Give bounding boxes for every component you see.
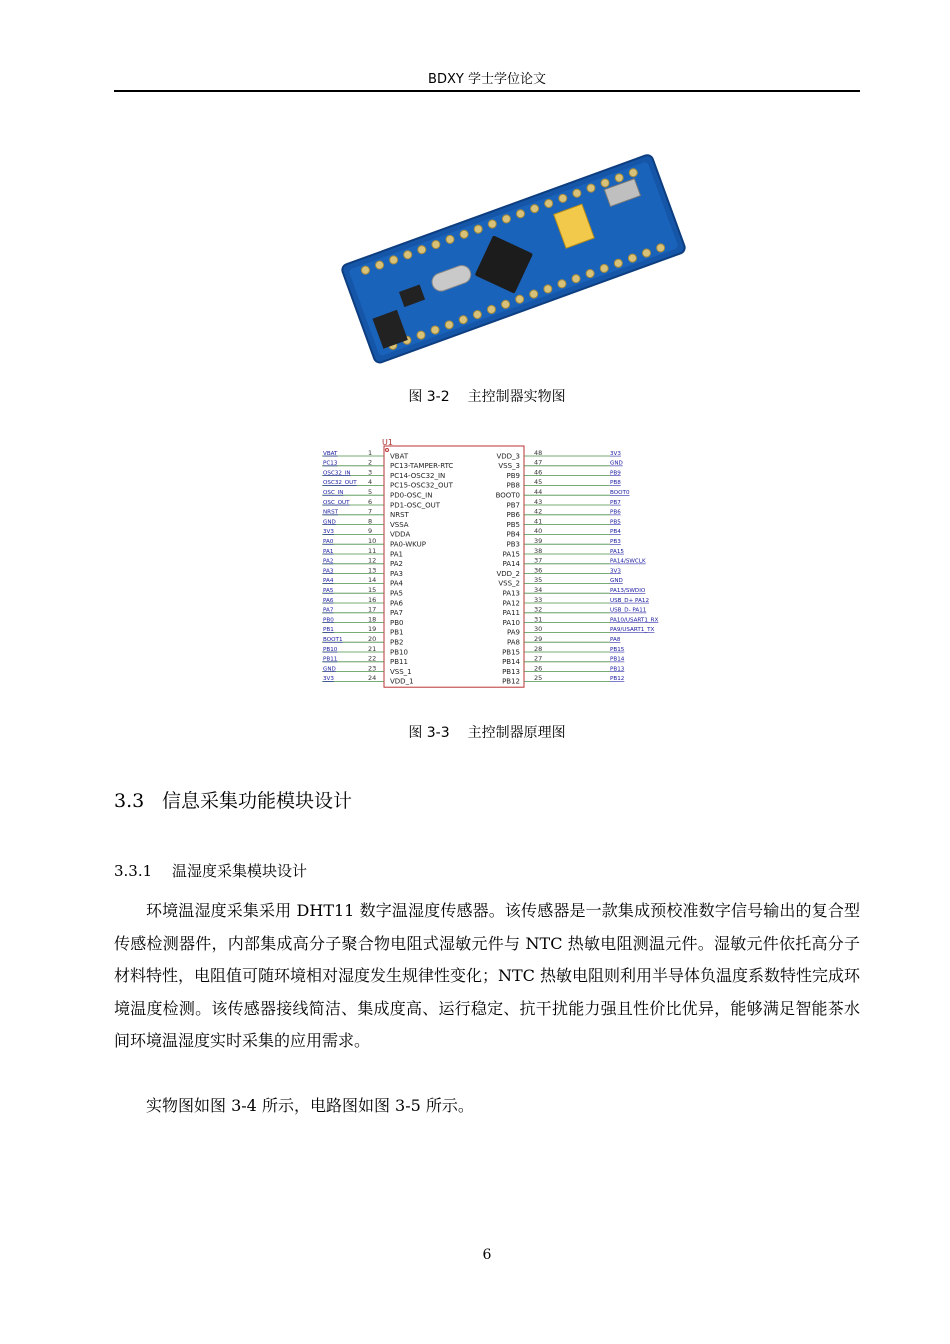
right-pin-number: 30 [534, 625, 543, 634]
left-net-label: OSC_OUT [323, 499, 350, 506]
right-pin-name: PB3 [506, 540, 520, 549]
right-net-label: PA14/SWCLK [610, 558, 646, 565]
left-net-label: OSC_IN [323, 490, 344, 496]
left-pin-name: PB11 [390, 658, 408, 667]
left-pin-name: PA2 [390, 560, 404, 569]
right-pin-name: VDD_2 [496, 569, 520, 578]
left-pin-number: 10 [368, 537, 377, 545]
left-pin-name: PB10 [390, 648, 408, 657]
left-net-label: 3V3 [323, 529, 334, 536]
right-net-label: PA10/USART1_RX [610, 617, 659, 624]
right-pin-name: PB8 [506, 481, 520, 490]
right-net-label: PB14 [610, 656, 625, 663]
right-pin-name: VSS_2 [498, 579, 520, 588]
left-pin-name: VSS_1 [390, 667, 412, 676]
left-pin-number: 22 [368, 654, 377, 663]
left-pin-number: 21 [368, 644, 377, 653]
right-pin-name: PA15 [502, 550, 520, 559]
right-pin-number: 37 [534, 556, 543, 565]
left-pin-number: 14 [368, 576, 377, 585]
right-pin-name: PB14 [502, 658, 520, 667]
left-pin-name: PD1-OSC_OUT [390, 501, 441, 510]
section-heading [114, 786, 352, 813]
left-pin-name: PA6 [390, 599, 404, 608]
right-pin-number: 45 [534, 478, 543, 487]
left-net-label: VBAT [323, 450, 338, 457]
left-net-label: PA2 [323, 558, 334, 565]
right-pin-name: PA13 [502, 589, 520, 598]
left-pin-name: PA5 [390, 589, 404, 598]
right-pin-number: 32 [534, 605, 543, 614]
right-pin-number: 29 [534, 635, 543, 643]
left-net-label: PA6 [323, 597, 334, 604]
right-net-label: 3V3 [610, 450, 621, 457]
left-pin-number: 16 [368, 595, 377, 604]
left-net-label: PB1 [323, 627, 334, 634]
right-pin-name: PB7 [506, 501, 520, 510]
right-net-label: USB_D+ PA12 [610, 597, 650, 604]
right-net-label: BOOT0 [610, 490, 630, 496]
right-net-label: USB_D- PA11 [610, 607, 647, 614]
left-pin-number: 4 [368, 478, 373, 487]
left-pin-number: 8 [368, 517, 373, 526]
left-pin-name: PA3 [390, 569, 404, 578]
right-pin-number: 39 [534, 537, 543, 545]
left-pin-number: 13 [368, 566, 377, 575]
right-pin-number: 43 [534, 497, 543, 506]
right-net-label: PB8 [610, 480, 621, 487]
left-pin-name: PC13-TAMPER-RTC [390, 462, 454, 471]
section-number: 3.3 [114, 790, 145, 812]
right-net-label: PA8 [610, 637, 621, 643]
left-net-label: PB11 [323, 656, 338, 663]
controller-board-photo [330, 148, 690, 368]
left-pin-number: 11 [368, 546, 377, 555]
right-pin-name: PA11 [502, 609, 520, 618]
right-pin-number: 38 [534, 546, 543, 555]
left-net-label: PA3 [323, 568, 334, 575]
left-pin-number: 18 [368, 615, 377, 624]
right-pin-number: 34 [534, 586, 543, 594]
left-net-label: PA7 [323, 607, 334, 614]
left-pin-name: PC14-OSC32_IN [390, 471, 446, 480]
left-pin-name: PB2 [390, 638, 404, 647]
left-pin-name: VDD_1 [390, 677, 414, 686]
left-net-label: PA0 [323, 539, 334, 545]
right-net-label: PB5 [610, 519, 621, 526]
right-pin-number: 40 [534, 527, 543, 536]
right-pin-number: 27 [534, 654, 543, 663]
left-pin-name: NRST [390, 511, 409, 520]
left-net-label: PA5 [323, 588, 334, 594]
caption-text: 主控制器实物图 [467, 389, 566, 405]
right-pin-number: 31 [534, 615, 543, 624]
left-net-label: PC13 [323, 460, 338, 467]
left-pin-number: 12 [368, 556, 377, 565]
section-title: 信息采集功能模块设计 [162, 790, 353, 812]
right-pin-number: 26 [534, 664, 543, 673]
left-pin-number: 1 [368, 448, 373, 457]
left-pin-name: PA7 [390, 609, 404, 618]
body-paragraph: 实物图如图 3-4 所示，电路图如图 3-5 所示。 [146, 1096, 474, 1115]
right-pin-name: VDD_3 [496, 452, 520, 461]
left-net-label: OSC32_IN [323, 470, 351, 477]
left-pin-number: 15 [368, 586, 377, 594]
right-net-label: PB6 [610, 509, 621, 516]
right-net-label: GND [610, 578, 623, 585]
right-net-label: PB4 [610, 529, 621, 536]
right-pin-number: 36 [534, 566, 543, 575]
body-paragraph: 环境温湿度采集采用 DHT11 数字温湿度传感器。该传感器是一款集成预校准数字信号输出的复合型传感检测器件，内部集成高分子聚合物电阻式湿敏元件与 NTC 热敏电阻测温元件。湿敏元件依托高分子材料特性，电阻值可随环境相对湿度发生规律性变化；NTC 热敏电阻则利用半导体负温度系数特性完成环境温度检测。该传感器接线简洁、集成度高、运行稳定、抗干扰能力强且性价比优异，能够满足智能茶水间环境温湿度实时采集的应用需求。 [114, 901, 861, 1050]
right-pin-number: 35 [534, 576, 543, 585]
controller-schematic [318, 436, 674, 690]
right-pin-name: PA14 [502, 560, 520, 569]
left-net-label: GND [323, 519, 336, 526]
right-net-label: PB7 [610, 499, 621, 506]
right-net-label: PB12 [610, 676, 625, 683]
left-net-label: GND [323, 666, 336, 673]
right-pin-name: PA10 [502, 618, 520, 627]
right-pin-name: PA9 [506, 628, 520, 637]
left-pin-number: 19 [368, 625, 377, 634]
left-pin-name: PB1 [390, 628, 404, 637]
right-pin-name: PB13 [502, 667, 520, 676]
right-pin-name: VSS_3 [498, 462, 520, 471]
right-pin-number: 25 [534, 674, 543, 683]
right-pin-number: 47 [534, 458, 543, 467]
left-pin-number: 6 [368, 497, 373, 506]
right-net-label: GND [610, 460, 623, 467]
left-pin-name: PD0-OSC_IN [390, 491, 433, 500]
subsection-heading [114, 860, 307, 881]
right-net-label: PB15 [610, 646, 625, 653]
left-net-label: PA4 [323, 578, 334, 585]
right-net-label: PB9 [610, 470, 621, 477]
right-pin-name: PB9 [506, 471, 520, 480]
figure-3-3-caption [114, 722, 860, 742]
header-rule [114, 90, 860, 92]
right-net-label: PA13/SWDIO [610, 588, 646, 594]
right-pin-number: 46 [534, 468, 543, 477]
left-pin-number: 2 [368, 458, 373, 467]
chip-designator: U1 [382, 438, 393, 447]
right-pin-name: PA12 [502, 599, 520, 608]
caption-number: 图 3-3 [408, 725, 450, 741]
running-header: BDXY 学士学位论文 [428, 72, 546, 87]
right-net-label: 3V3 [610, 568, 621, 575]
caption-text: 主控制器原理图 [467, 725, 566, 741]
figure-3-2-caption [114, 386, 860, 406]
right-net-label: PB13 [610, 666, 625, 673]
right-pin-name: BOOT0 [495, 491, 520, 500]
left-pin-name: VBAT [390, 452, 409, 461]
right-net-label: PA9/USART1_TX [610, 627, 655, 634]
right-pin-number: 48 [534, 448, 543, 457]
right-net-label: PA15 [610, 548, 624, 555]
left-pin-number: 3 [368, 468, 373, 477]
right-pin-number: 44 [534, 488, 543, 496]
left-pin-name: PA0-WKUP [390, 540, 426, 549]
subsection-number: 3.3.1 [114, 862, 153, 880]
left-pin-name: VDDA [390, 530, 411, 539]
left-net-label: 3V3 [323, 676, 334, 683]
right-pin-name: PB4 [506, 530, 520, 539]
left-pin-name: PB0 [390, 618, 404, 627]
pin1-marker [386, 449, 389, 452]
right-net-label: PB3 [610, 539, 621, 545]
right-pin-name: PB15 [502, 648, 520, 657]
left-net-label: OSC32_OUT [323, 480, 357, 487]
left-net-label: NRST [323, 509, 339, 516]
left-pin-name: PC15-OSC32_OUT [390, 481, 453, 490]
right-pin-name: PB5 [506, 520, 520, 529]
caption-number: 图 3-2 [408, 389, 450, 405]
right-pin-name: PB6 [506, 511, 520, 520]
right-pin-number: 33 [534, 595, 543, 604]
left-pin-number: 7 [368, 507, 373, 516]
left-pin-number: 20 [368, 635, 377, 643]
right-pin-name: PA8 [506, 638, 520, 647]
right-pin-number: 42 [534, 507, 543, 516]
left-net-label: PA1 [323, 548, 334, 555]
left-pin-number: 9 [368, 527, 373, 536]
right-pin-number: 28 [534, 644, 543, 653]
left-net-label: PB0 [323, 617, 334, 624]
left-pin-number: 24 [368, 674, 377, 683]
left-pin-number: 23 [368, 664, 377, 673]
left-net-label: PB10 [323, 646, 338, 653]
left-pin-name: VSSA [390, 520, 409, 529]
right-pin-name: PB12 [502, 677, 520, 686]
left-net-label: BOOT1 [323, 637, 343, 643]
subsection-title: 温湿度采集模块设计 [172, 862, 308, 880]
left-pin-name: PA1 [390, 550, 404, 559]
right-pin-number: 41 [534, 517, 543, 526]
left-pin-number: 5 [368, 488, 373, 496]
left-pin-number: 17 [368, 605, 377, 614]
page-number: 6 [482, 1247, 492, 1263]
left-pin-name: PA4 [390, 579, 404, 588]
